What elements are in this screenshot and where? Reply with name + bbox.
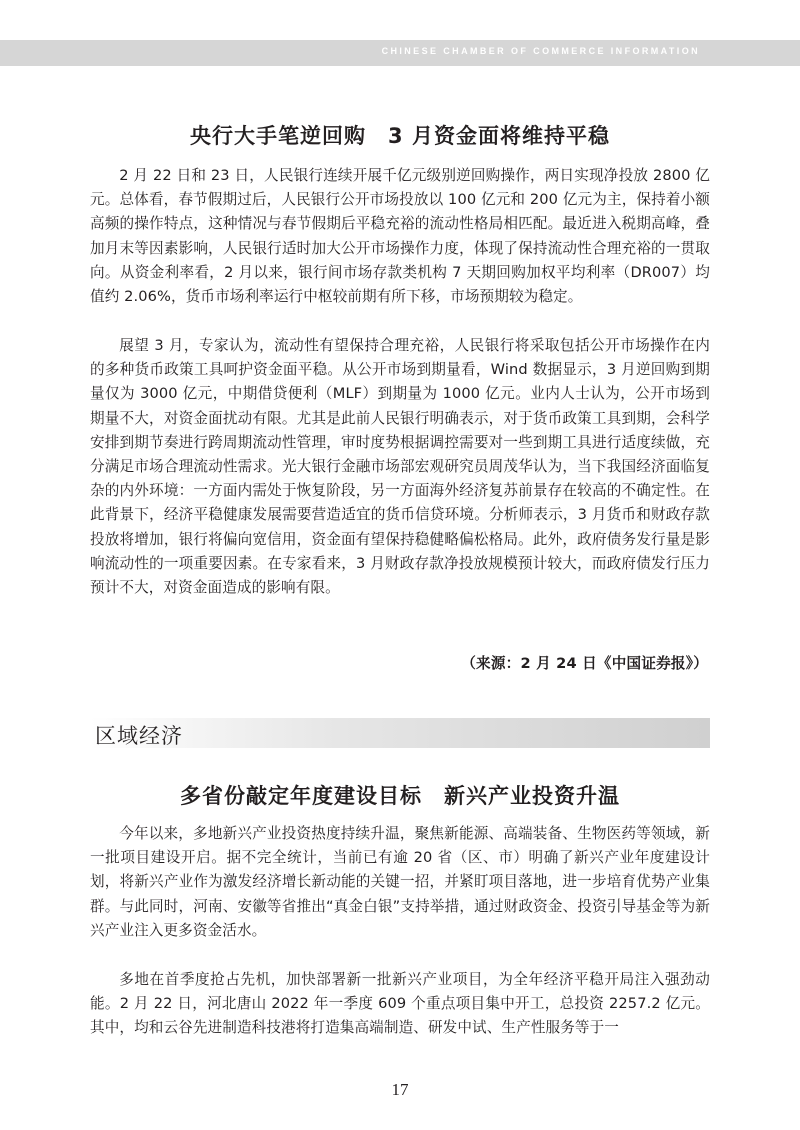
article-source: （来源：2 月 24 日《中国证券报》） [461, 655, 708, 672]
article-paragraph: 展望 3 月，专家认为，流动性有望保持合理充裕，人民银行将采取包括公开市场操作在内的多种货币政策工具呵护资金面平稳。从公开市场到期量看，Wind 数据显示，3 月逆回购到期量仅为 3000 亿元，中期借贷便利（MLF）到期量为 1000 亿元。业内人士认为，公开市场到期量不大，对资金面扰动有限。尤其是此前人民银行明确表示，对于货币政策工具到期，会科学安排到期节奏进行跨周期流动性管理，审时度势根据调控需要对一些到期工具进行适度续做，充分满足市场合理流动性需求。光大银行金融市场部宏观研究员周茂华认为，当下我国经济面临复杂的内外环境：一方面内需处于恢复阶段，另一方面海外经济复苏前景存在较高的不确定性。在此背景下，经济平稳健康发展需要营造适宜的货币信贷环境。分析师表示，3 月货币和财政存款投放将增加，银行将偏向宽信用，资金面有望保持稳健略偏松格局。此外，政府债务发行量是影响流动性的一项重要因素。在专家看来，3 月财政存款净投放规模预计较大，而政府债发行压力预计不大，对资金面造成的影响有限。 [90, 337, 710, 597]
article-title: 多省份敲定年度建设目标 新兴产业投资升温 [180, 784, 620, 808]
article-paragraph: 今年以来，多地新兴产业投资热度持续升温，聚焦新能源、高端装备、生物医药等领域，新一批项目建设开启。据不完全统计，当前已有逾 20 省（区、市）明确了新兴产业年度建设计划，将新兴产业作为激发经济增长新动能的关键一招，并紧盯项目落地，进一步培育优势产业集群。与此同时，河南、安徽等省推出“真金白银”支持举措，通过财政资金、投资引导基金等为新兴产业注入更多资金活水。 [90, 825, 710, 939]
publication-header: CHINESE CHAMBER OF COMMERCE INFORMATION [381, 46, 700, 56]
article-title: 央行大手笔逆回购 3 月资金面将维持平稳 [190, 124, 610, 148]
article-paragraph: 2 月 22 日和 23 日，人民银行连续开展千亿元级别逆回购操作，两日实现净投放 2800 亿元。总体看，春节假期过后，人民银行公开市场投放以 100 亿元和 200 亿元为主，保持着小额高频的操作特点，这种情况与春节假期后平稳充裕的流动性格局相匹配。最近进入税期高峰，叠加月末等因素影响，人民银行适时加大公开市场操作力度，体现了保持流动性合理充裕的一贯取向。从资金利率看，2 月以来，银行间市场存款类机构 7 天期回购加权平均利率（DR007）均值约 2.06%，货币市场利率运行中枢较前期有所下移，市场预期较为稳定。 [90, 167, 710, 306]
section-label: 区域经济 [95, 724, 183, 748]
page-number: 17 [391, 1080, 409, 1099]
section-header-band [90, 718, 710, 748]
article-paragraph: 多地在首季度抢占先机，加快部署新一批新兴产业项目，为全年经济平稳开局注入强劲动能。2 月 22 日，河北唐山 2022 年一季度 609 个重点项目集中开工，总投资 2257.2 亿元。其中，均和云谷先进制造科技港将打造集高端制造、研发中试、生产性服务等于一 [90, 971, 710, 1037]
